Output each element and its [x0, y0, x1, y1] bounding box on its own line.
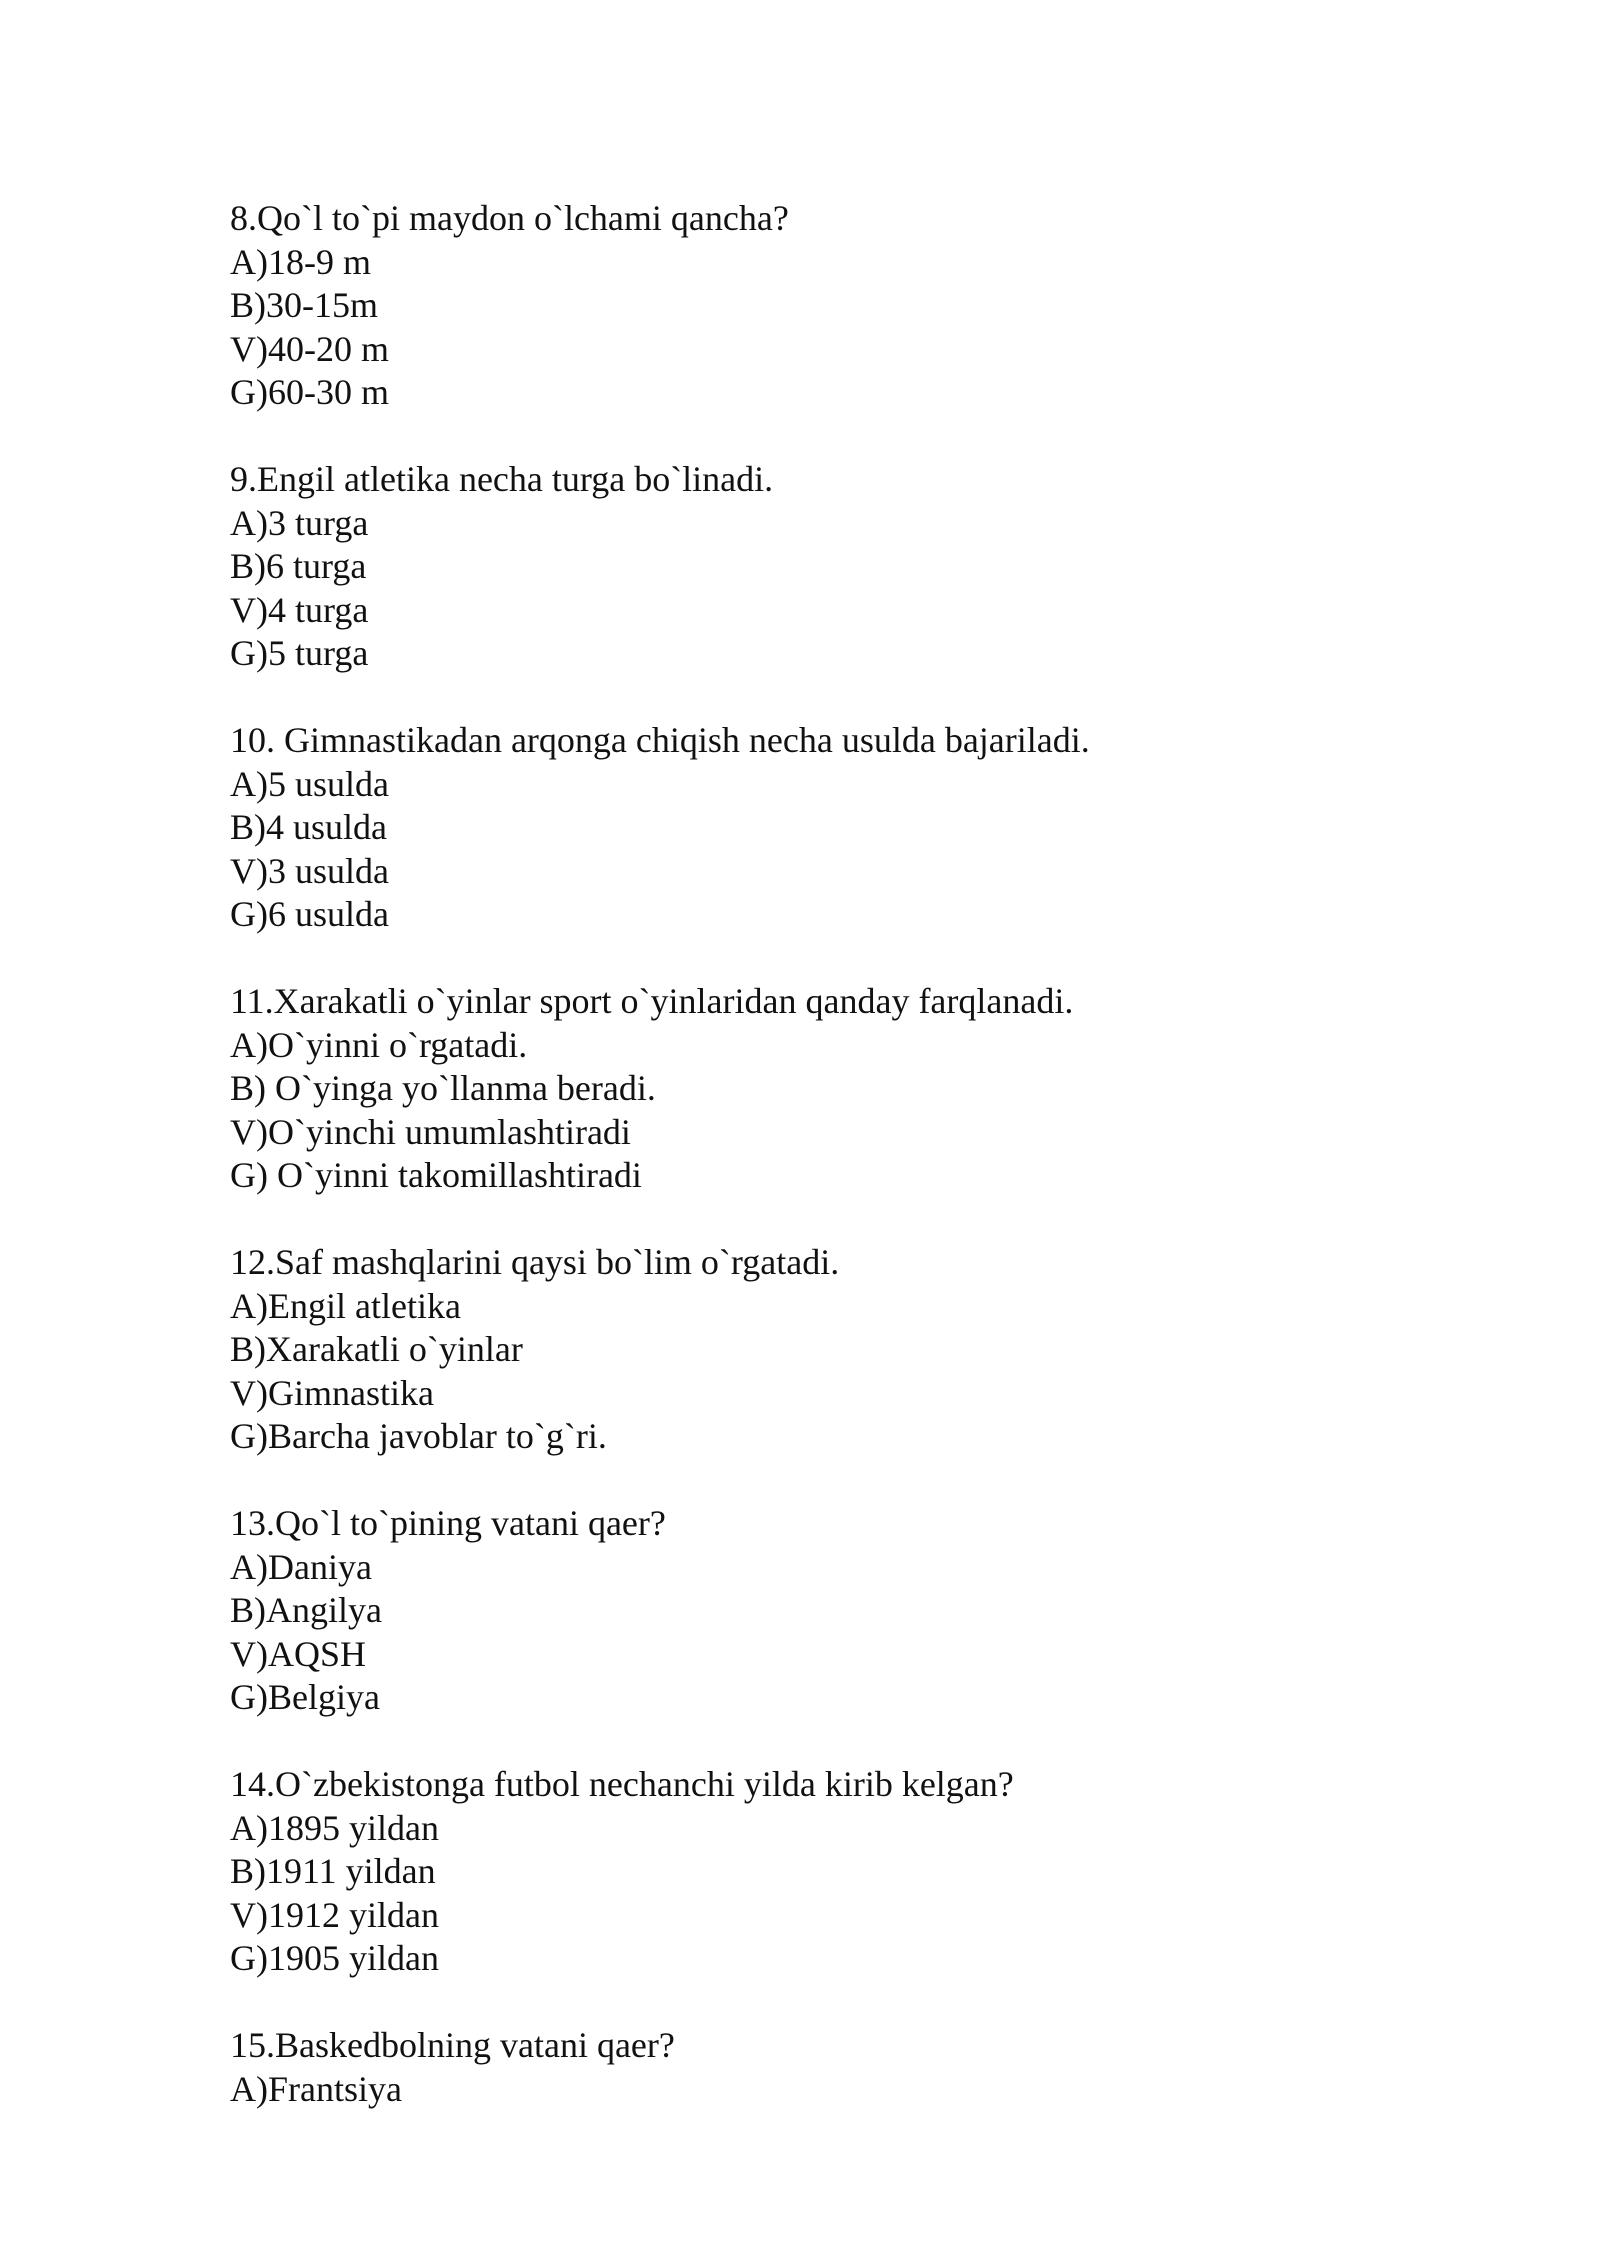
- answer-option-v: V)1912 yildan: [230, 1894, 439, 1935]
- answer-option-b: B)30-15m: [230, 285, 378, 325]
- question-text: 12.Saf mashqlarini qaysi bo`lim o`rgatadi.: [230, 1242, 840, 1282]
- answer-option-a: A)3 turga: [230, 502, 369, 543]
- question-text: 15.Baskedbolning vatani qaer?: [230, 2025, 675, 2065]
- answer-option-g: G)Barcha javoblar to`g`ri.: [230, 1416, 607, 1456]
- question-text: 10. Gimnastikadan arqonga chiqish necha usulda bajariladi.: [230, 720, 1090, 760]
- answer-option-g: G) O`yinni takomillashtiradi: [230, 1155, 642, 1195]
- answer-option-a: A)Frantsiya: [230, 2068, 402, 2109]
- question-text: 9.Engil atletika necha turga bo`linadi.: [230, 459, 774, 499]
- answer-option-v: V)4 turga: [230, 589, 369, 630]
- question-8: [230, 197, 1430, 415]
- answer-option-a: A)18-9 m: [230, 241, 371, 282]
- answer-option-v: V)40-20 m: [230, 328, 389, 369]
- question-text: 8.Qo`l to`pi maydon o`lchami qancha?: [230, 198, 789, 238]
- answer-option-b: B)Angilya: [230, 1590, 382, 1630]
- document-content: [230, 197, 1430, 2155]
- question-text: 14.O`zbekistonga futbol nechanchi yilda kirib kelgan?: [230, 1764, 1014, 1804]
- answer-option-b: B) O`yinga yo`llanma beradi.: [230, 1068, 656, 1108]
- answer-option-a: A)5 usulda: [230, 763, 389, 804]
- answer-option-b: B)4 usulda: [230, 807, 387, 847]
- answer-option-g: G)6 usulda: [230, 894, 389, 934]
- answer-option-g: G)60-30 m: [230, 372, 389, 412]
- question-text: 13.Qo`l to`pining vatani qaer?: [230, 1503, 666, 1543]
- answer-option-b: B)Xarakatli o`yinlar: [230, 1329, 523, 1369]
- answer-option-v: V)3 usulda: [230, 850, 389, 891]
- answer-option-g: G)Belgiya: [230, 1677, 380, 1717]
- answer-option-v: V)AQSH: [230, 1633, 367, 1674]
- answer-option-b: B)1911 yildan: [230, 1851, 436, 1891]
- answer-option-v: V)O`yinchi umumlashtiradi: [230, 1111, 631, 1152]
- answer-option-g: G)5 turga: [230, 633, 369, 673]
- question-9: [230, 458, 1430, 676]
- answer-option-g: G)1905 yildan: [230, 1938, 439, 1978]
- question-12: [230, 1241, 1430, 1459]
- answer-option-a: A)Engil atletika: [230, 1285, 461, 1326]
- answer-option-a: A)O`yinni o`rgatadi.: [230, 1024, 528, 1065]
- question-11: [230, 980, 1430, 1198]
- answer-option-a: A)1895 yildan: [230, 1807, 439, 1848]
- question-10: [230, 719, 1430, 937]
- question-13: [230, 1502, 1430, 1720]
- question-15: [230, 2024, 1430, 2111]
- answer-option-b: B)6 turga: [230, 546, 367, 586]
- question-text: 11.Xarakatli o`yinlar sport o`yinlaridan qanday farqlanadi.: [230, 981, 1074, 1021]
- question-14: [230, 1763, 1430, 1981]
- answer-option-a: A)Daniya: [230, 1546, 372, 1587]
- answer-option-v: V)Gimnastika: [230, 1372, 434, 1413]
